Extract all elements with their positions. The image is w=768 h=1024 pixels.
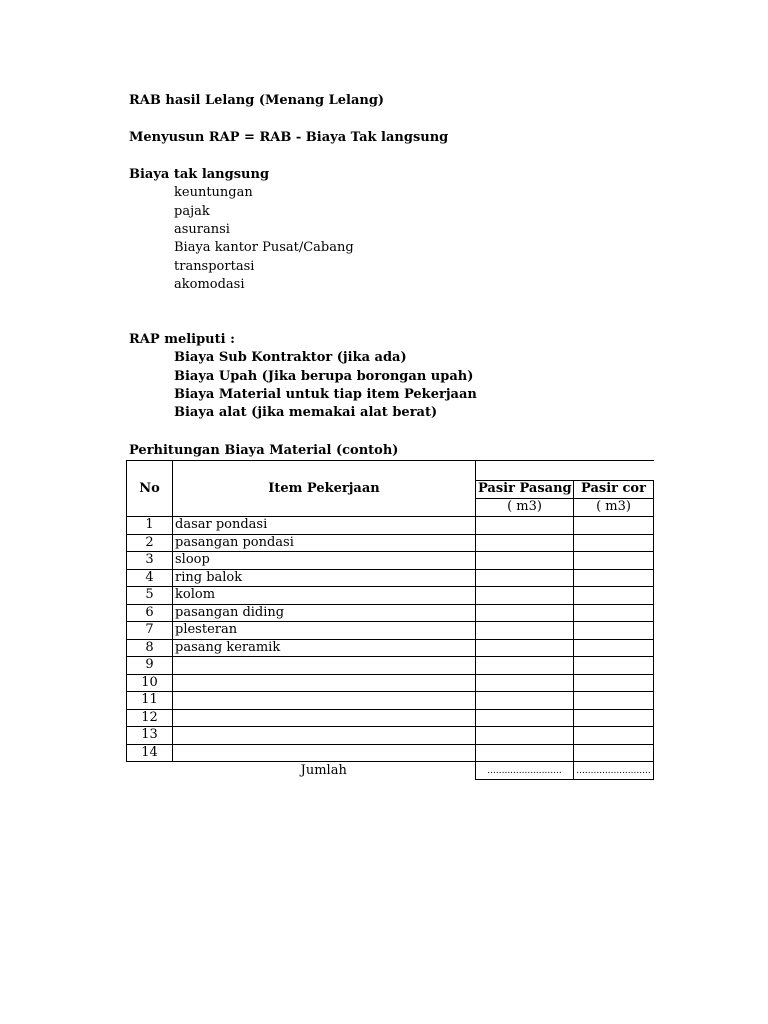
column-header-item: Item Pekerjaan bbox=[173, 461, 476, 517]
material-cost-table bbox=[126, 460, 654, 780]
cell-pasir-cor[interactable] bbox=[574, 517, 654, 535]
table-header-row bbox=[127, 461, 654, 481]
column-header-no: No bbox=[127, 461, 173, 517]
table-row bbox=[127, 552, 654, 570]
row-number: 14 bbox=[127, 744, 173, 762]
cell-pasir-cor[interactable] bbox=[574, 744, 654, 762]
row-item bbox=[173, 727, 476, 745]
header-spacer bbox=[476, 461, 654, 481]
cell-pasir-cor[interactable] bbox=[574, 639, 654, 657]
cell-pasir-cor[interactable] bbox=[574, 604, 654, 622]
table-row bbox=[127, 622, 654, 640]
total-pasir-pasang[interactable]: .......................... bbox=[476, 762, 574, 780]
table-row bbox=[127, 639, 654, 657]
cell-pasir-pasang[interactable] bbox=[476, 517, 574, 535]
table-row bbox=[127, 604, 654, 622]
table-row bbox=[127, 657, 654, 675]
cell-pasir-pasang[interactable] bbox=[476, 744, 574, 762]
cell-pasir-cor[interactable] bbox=[574, 587, 654, 605]
row-number: 11 bbox=[127, 692, 173, 710]
cell-pasir-pasang[interactable] bbox=[476, 657, 574, 675]
cell-pasir-cor[interactable] bbox=[574, 552, 654, 570]
row-number: 9 bbox=[127, 657, 173, 675]
cell-pasir-cor[interactable] bbox=[574, 692, 654, 710]
table-row bbox=[127, 569, 654, 587]
cell-pasir-cor[interactable] bbox=[574, 569, 654, 587]
indirect-cost-item: akomodasi bbox=[174, 277, 245, 292]
unit-pasir-cor: ( m3) bbox=[574, 498, 654, 516]
row-number: 5 bbox=[127, 587, 173, 605]
rap-item: Biaya Upah (Jika berupa borongan upah) bbox=[174, 369, 474, 384]
table-row bbox=[127, 674, 654, 692]
cell-pasir-cor[interactable] bbox=[574, 709, 654, 727]
row-number: 2 bbox=[127, 534, 173, 552]
column-header-pasir-pasang: Pasir Pasang bbox=[476, 480, 574, 498]
row-item bbox=[173, 674, 476, 692]
table-row bbox=[127, 534, 654, 552]
column-header-pasir-cor: Pasir cor bbox=[574, 480, 654, 498]
table-row bbox=[127, 709, 654, 727]
table-total-row bbox=[127, 762, 654, 780]
row-item bbox=[173, 744, 476, 762]
cell-pasir-pasang[interactable] bbox=[476, 587, 574, 605]
row-number: 1 bbox=[127, 517, 173, 535]
heading-rap-formula: Menyusun RAP = RAB - Biaya Tak langsung bbox=[129, 130, 449, 145]
row-item: sloop bbox=[173, 552, 476, 570]
cell-pasir-pasang[interactable] bbox=[476, 604, 574, 622]
row-number: 7 bbox=[127, 622, 173, 640]
row-number: 6 bbox=[127, 604, 173, 622]
table-row bbox=[127, 517, 654, 535]
indirect-cost-item: asuransi bbox=[174, 222, 230, 237]
row-item bbox=[173, 692, 476, 710]
heading-rab: RAB hasil Lelang (Menang Lelang) bbox=[129, 93, 385, 108]
cell-pasir-cor[interactable] bbox=[574, 727, 654, 745]
rap-item: Biaya Sub Kontraktor (jika ada) bbox=[174, 350, 407, 365]
cell-pasir-pasang[interactable] bbox=[476, 552, 574, 570]
cell-pasir-pasang[interactable] bbox=[476, 674, 574, 692]
indirect-cost-item: Biaya kantor Pusat/Cabang bbox=[174, 240, 354, 255]
indirect-cost-item: pajak bbox=[174, 204, 210, 219]
cell-pasir-pasang[interactable] bbox=[476, 639, 574, 657]
total-spacer bbox=[127, 762, 173, 780]
row-item: plesteran bbox=[173, 622, 476, 640]
table-title: Perhitungan Biaya Material (contoh) bbox=[129, 443, 399, 458]
rap-title: RAP meliputi : bbox=[129, 332, 235, 347]
table-row bbox=[127, 727, 654, 745]
cell-pasir-pasang[interactable] bbox=[476, 692, 574, 710]
table-row bbox=[127, 587, 654, 605]
rap-item: Biaya alat (jika memakai alat berat) bbox=[174, 405, 438, 420]
row-item: dasar pondasi bbox=[173, 517, 476, 535]
row-item: pasang keramik bbox=[173, 639, 476, 657]
cell-pasir-pasang[interactable] bbox=[476, 709, 574, 727]
row-item bbox=[173, 657, 476, 675]
row-item: ring balok bbox=[173, 569, 476, 587]
row-number: 10 bbox=[127, 674, 173, 692]
row-item bbox=[173, 709, 476, 727]
row-number: 4 bbox=[127, 569, 173, 587]
row-number: 12 bbox=[127, 709, 173, 727]
cell-pasir-cor[interactable] bbox=[574, 622, 654, 640]
row-item: kolom bbox=[173, 587, 476, 605]
row-number: 3 bbox=[127, 552, 173, 570]
row-number: 13 bbox=[127, 727, 173, 745]
row-number: 8 bbox=[127, 639, 173, 657]
table-row bbox=[127, 692, 654, 710]
total-pasir-cor[interactable]: .......................... bbox=[574, 762, 654, 780]
unit-pasir-pasang: ( m3) bbox=[476, 498, 574, 516]
indirect-cost-item: keuntungan bbox=[174, 185, 253, 200]
cell-pasir-cor[interactable] bbox=[574, 657, 654, 675]
indirect-cost-item: transportasi bbox=[174, 259, 255, 274]
table-row bbox=[127, 744, 654, 762]
rap-item: Biaya Material untuk tiap item Pekerjaan bbox=[174, 387, 477, 402]
cell-pasir-cor[interactable] bbox=[574, 534, 654, 552]
cell-pasir-cor[interactable] bbox=[574, 674, 654, 692]
row-item: pasangan pondasi bbox=[173, 534, 476, 552]
cell-pasir-pasang[interactable] bbox=[476, 569, 574, 587]
total-label: Jumlah bbox=[300, 762, 347, 778]
cell-pasir-pasang[interactable] bbox=[476, 534, 574, 552]
row-item: pasangan diding bbox=[173, 604, 476, 622]
indirect-cost-title: Biaya tak langsung bbox=[129, 167, 270, 182]
cell-pasir-pasang[interactable] bbox=[476, 727, 574, 745]
cell-pasir-pasang[interactable] bbox=[476, 622, 574, 640]
